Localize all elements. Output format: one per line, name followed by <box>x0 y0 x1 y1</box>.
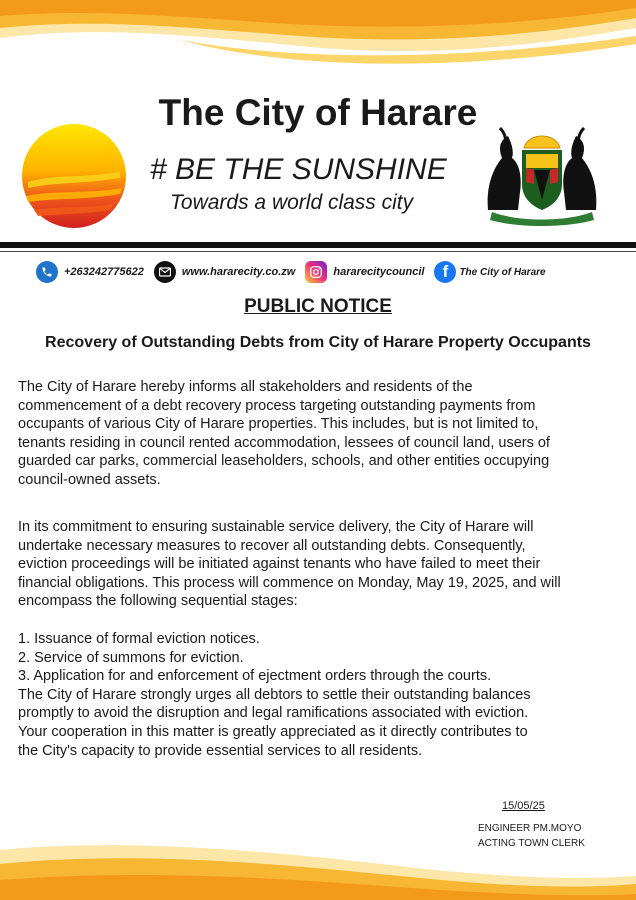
text-line: In its commitment to ensuring sustainable service delivery, the City of Harare will <box>18 519 534 535</box>
notice-date: 15/05/25 <box>502 800 545 812</box>
website-link[interactable]: www.hararecity.co.zw <box>181 266 296 278</box>
text-line: The City of Harare hereby informs all stakeholders and residents of the <box>18 379 473 395</box>
text-line: encompass the following sequential stages: <box>18 593 298 610</box>
text-line: the City's capacity to provide essential services to all residents. <box>18 742 423 759</box>
facebook-contact[interactable] <box>434 261 545 283</box>
text-line: financial obligations. This process will commence on Monday, May 19, 2025, and will <box>18 574 561 591</box>
notice-subject: Recovery of Outstanding Debts from City of Harare Property Occupants <box>45 334 591 351</box>
contact-bar <box>36 259 636 285</box>
coat-of-arms <box>478 118 606 228</box>
stage-item: 3. Application for and enforcement of ejectment orders through the courts. <box>18 668 492 685</box>
city-title: The City of Harare <box>158 92 478 133</box>
signatory-name: ENGINEER PM.MOYO <box>478 823 582 834</box>
text-line: Your cooperation in this matter is greatly appreciated as it directly contributes to <box>18 723 528 740</box>
mail-icon <box>154 261 176 283</box>
stage-item: 1. Issuance of formal eviction notices. <box>18 631 260 647</box>
paragraph-commitment <box>18 518 622 611</box>
top-wave-decoration <box>0 0 636 90</box>
paragraph-intro <box>18 378 622 490</box>
instagram-icon <box>305 261 327 283</box>
stages-and-closing <box>18 630 622 760</box>
text-line: undertake necessary measures to recover all outstanding debts. Consequently, <box>18 537 526 554</box>
header-divider <box>0 242 636 248</box>
signatory-title: ACTING TOWN CLERK <box>478 838 585 849</box>
text-line: commencement of a debt recovery process targeting outstanding payments from <box>18 397 536 414</box>
text-line: occupants of various City of Harare properties. This includes, but is not limited to, <box>18 416 539 433</box>
header-divider-thin <box>0 251 636 252</box>
text-line: promptly to avoid the disruption and legal ramifications associated with eviction. <box>18 705 529 722</box>
text-line: tenants residing in council rented accommodation, lessees of council land, users of <box>18 434 550 451</box>
phone-contact[interactable] <box>36 261 144 283</box>
notice-heading: PUBLIC NOTICE <box>244 296 392 317</box>
facebook-page[interactable]: The City of Harare <box>459 266 546 278</box>
facebook-icon: f <box>434 261 456 283</box>
phone-icon <box>36 261 58 283</box>
text-line: council-owned assets. <box>18 471 161 488</box>
text-line: eviction proceedings will be initiated against tenants who have failed to meet their <box>18 556 541 573</box>
instagram-contact[interactable] <box>305 261 424 283</box>
stage-item: 2. Service of summons for eviction. <box>18 649 244 666</box>
instagram-handle[interactable]: hararecitycouncil <box>333 266 425 278</box>
sunshine-logo <box>14 120 134 232</box>
tagline: Towards a world class city <box>170 191 414 214</box>
website-contact[interactable] <box>154 261 296 283</box>
phone-number: +263242775622 <box>64 266 144 278</box>
text-line: The City of Harare strongly urges all debtors to settle their outstanding balances <box>18 686 531 703</box>
slogan: # BE THE SUNSHINE <box>150 153 447 186</box>
text-line: guarded car parks, commercial leaseholders, schools, and other entities occupying <box>18 453 550 470</box>
